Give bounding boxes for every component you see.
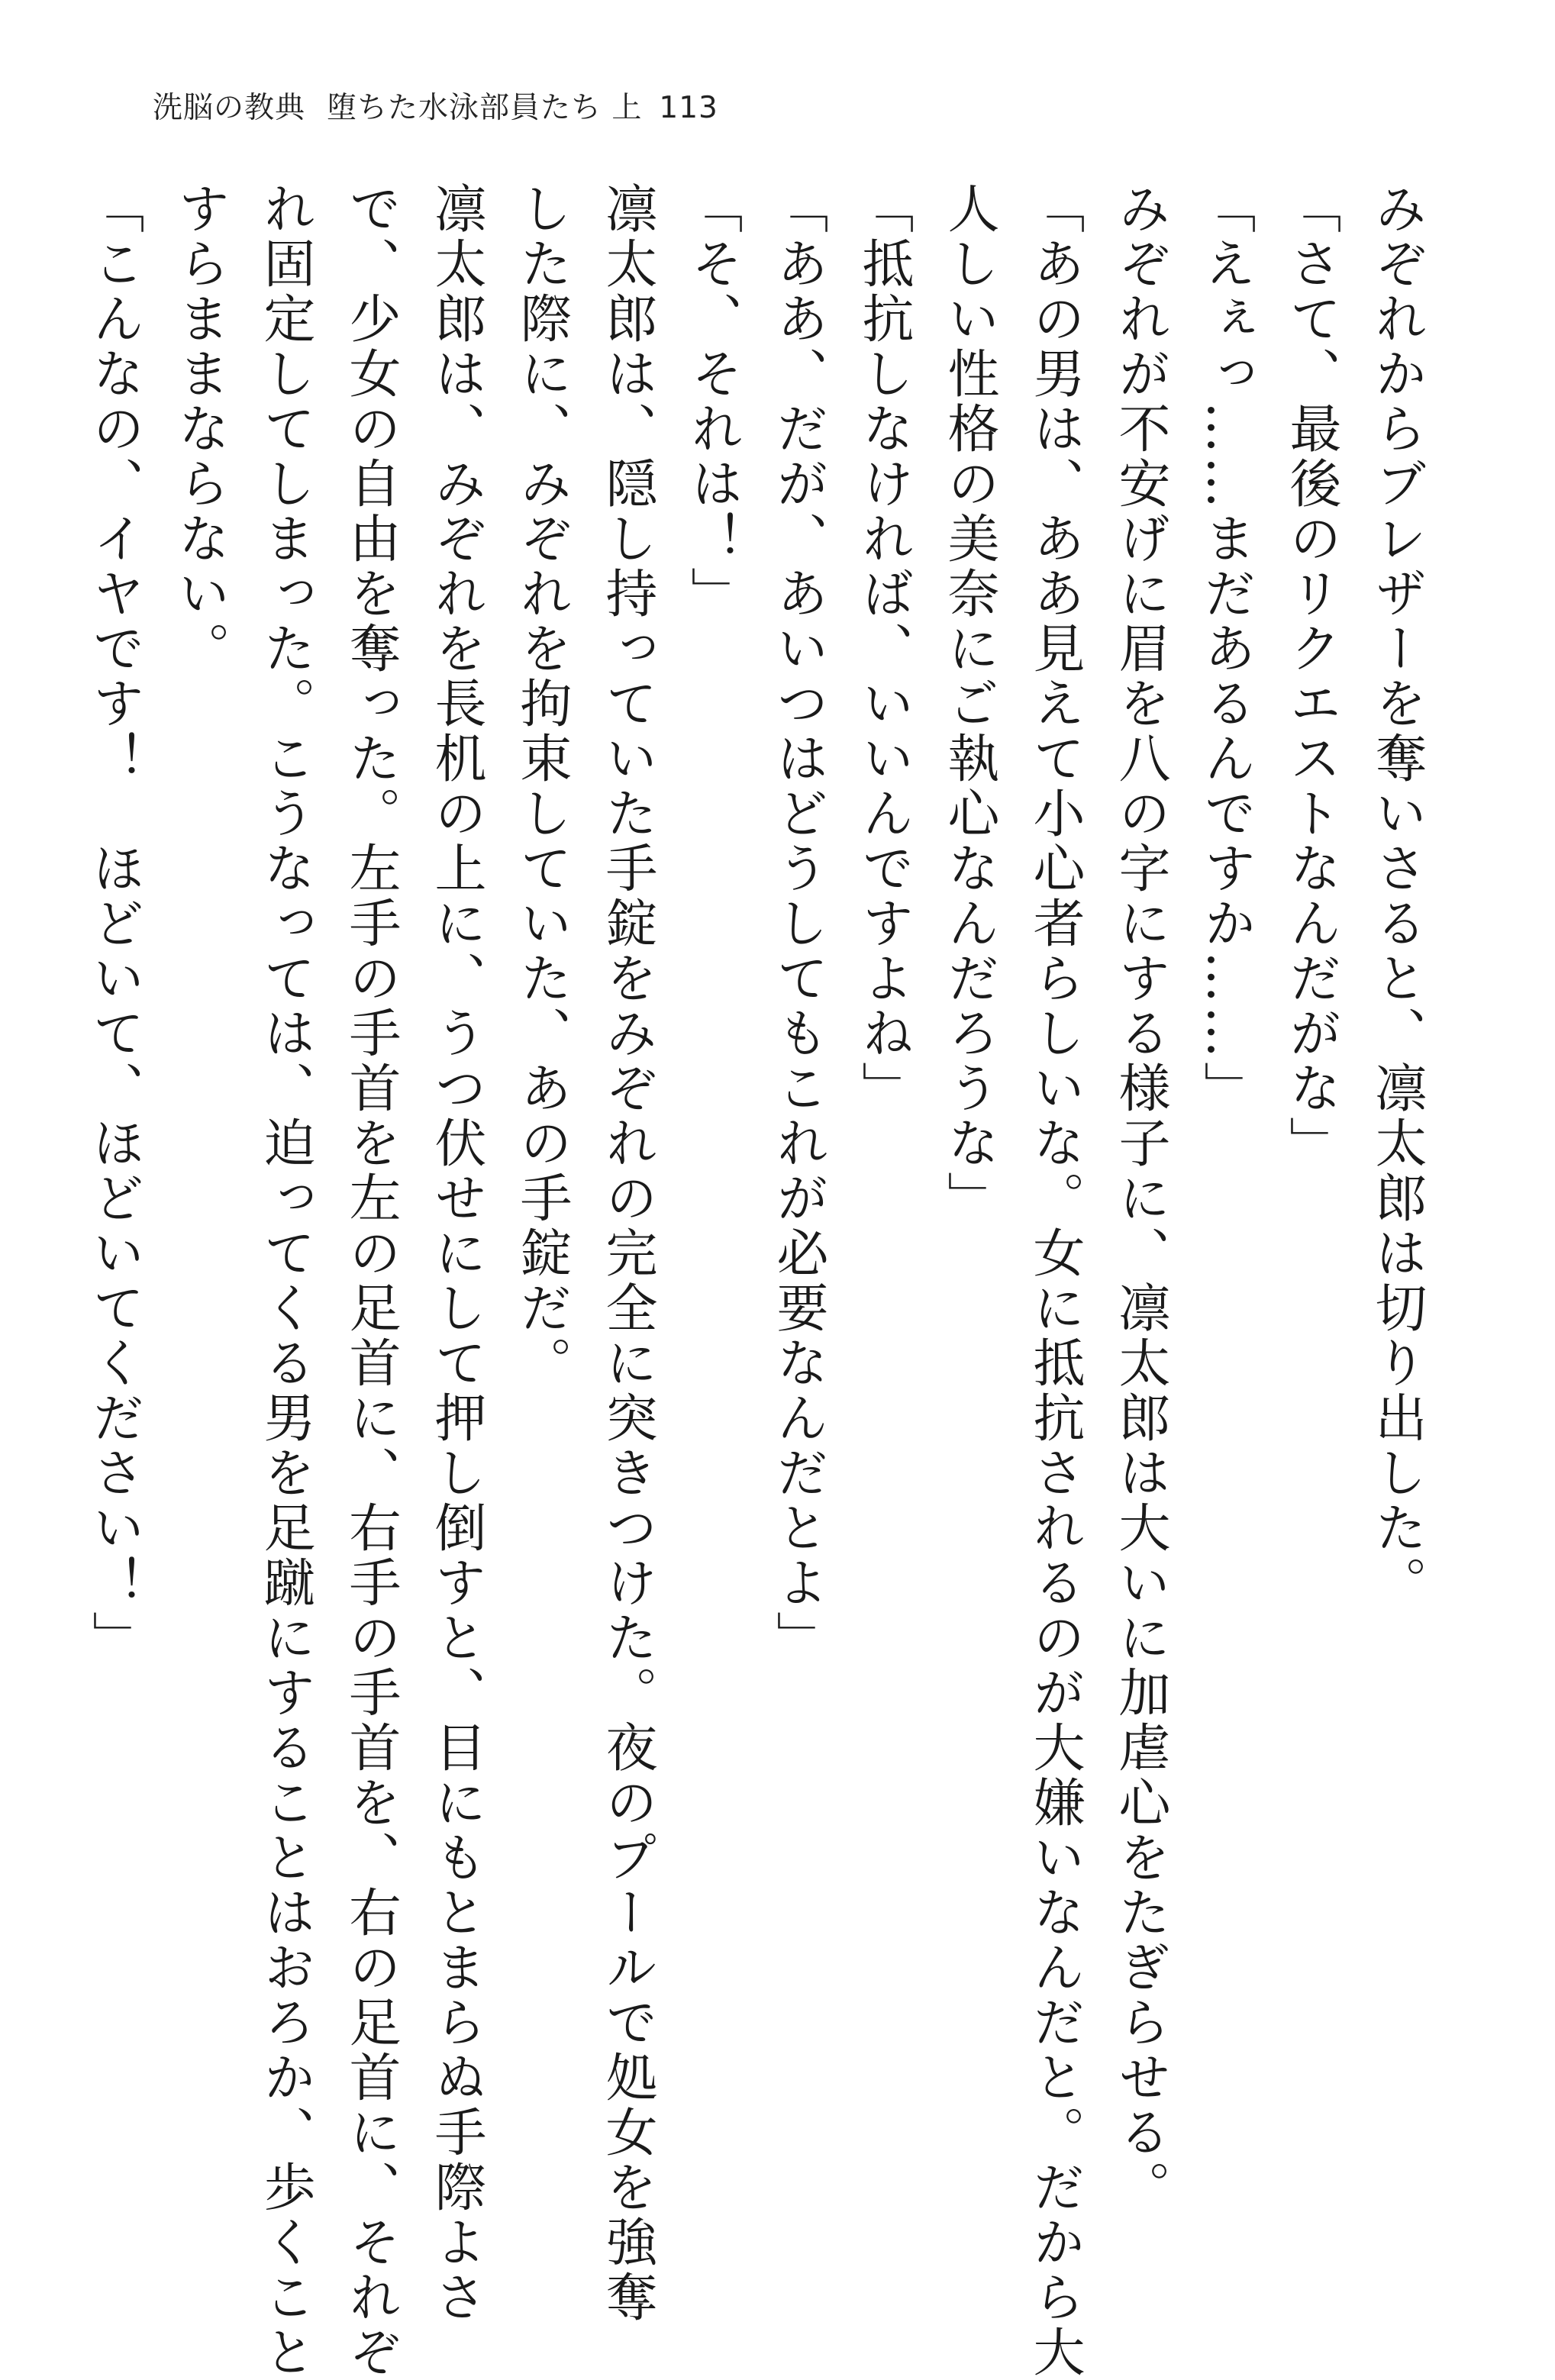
running-header bbox=[153, 84, 718, 127]
text-line: すらままならない。 bbox=[169, 182, 230, 676]
text-line: れ固定してしまった。こうなっては、迫ってくる男を足蹴にすることはおろか、歩くこと bbox=[255, 182, 315, 2380]
book-subtitle: 堕ちた水泳部員たち 上 bbox=[327, 91, 643, 125]
text-line: 「えぇっ……まだあるんですか……」 bbox=[1195, 182, 1256, 1116]
body-text bbox=[84, 182, 1439, 2380]
text-line: 「あの男は、ああ見えて小心者らしいな。女に抵抗されるのが大嫌いなんだと。だから大 bbox=[1024, 182, 1085, 2380]
text-line: 「そ、それは！」 bbox=[682, 182, 743, 621]
text-line: 「こんなの、イヤです！ ほどいて、ほどいてください！」 bbox=[84, 182, 144, 1666]
text-line: した際に、みぞれを拘束していた、あの手錠だ。 bbox=[511, 182, 572, 1391]
text-line: 「さて、最後のリクエストなんだがな」 bbox=[1281, 182, 1341, 1171]
text-line: 人しい性格の美奈にご執心なんだろうな」 bbox=[939, 182, 999, 1226]
text-line: みぞれが不安げに眉を八の字にする様子に、凛太郎は大いに加虐心をたぎらせる。 bbox=[1110, 182, 1170, 2215]
page-number: 113 bbox=[659, 91, 718, 125]
text-line: 凛太郎は、みぞれを長机の上に、うつ伏せにして押し倒すと、目にもとまらぬ手際よさ bbox=[426, 182, 486, 2325]
book-title: 洗脳の教典 bbox=[153, 91, 306, 125]
text-line: みぞれからブレザーを奪いさると、凛太郎は切り出した。 bbox=[1366, 182, 1427, 1611]
text-line: 凛太郎は、隠し持っていた手錠をみぞれの完全に突きつけた。夜のプールで処女を強奪 bbox=[597, 182, 657, 2325]
text-line: 「ああ、だが、あいつはどうしてもこれが必要なんだとよ」 bbox=[768, 182, 828, 1666]
text-line: で、少女の自由を奪った。左手の手首を左の足首に、右手の手首を、右の足首に、それぞ bbox=[340, 182, 401, 2380]
text-line: 「抵抗しなければ、いいんですよね」 bbox=[853, 182, 914, 1116]
